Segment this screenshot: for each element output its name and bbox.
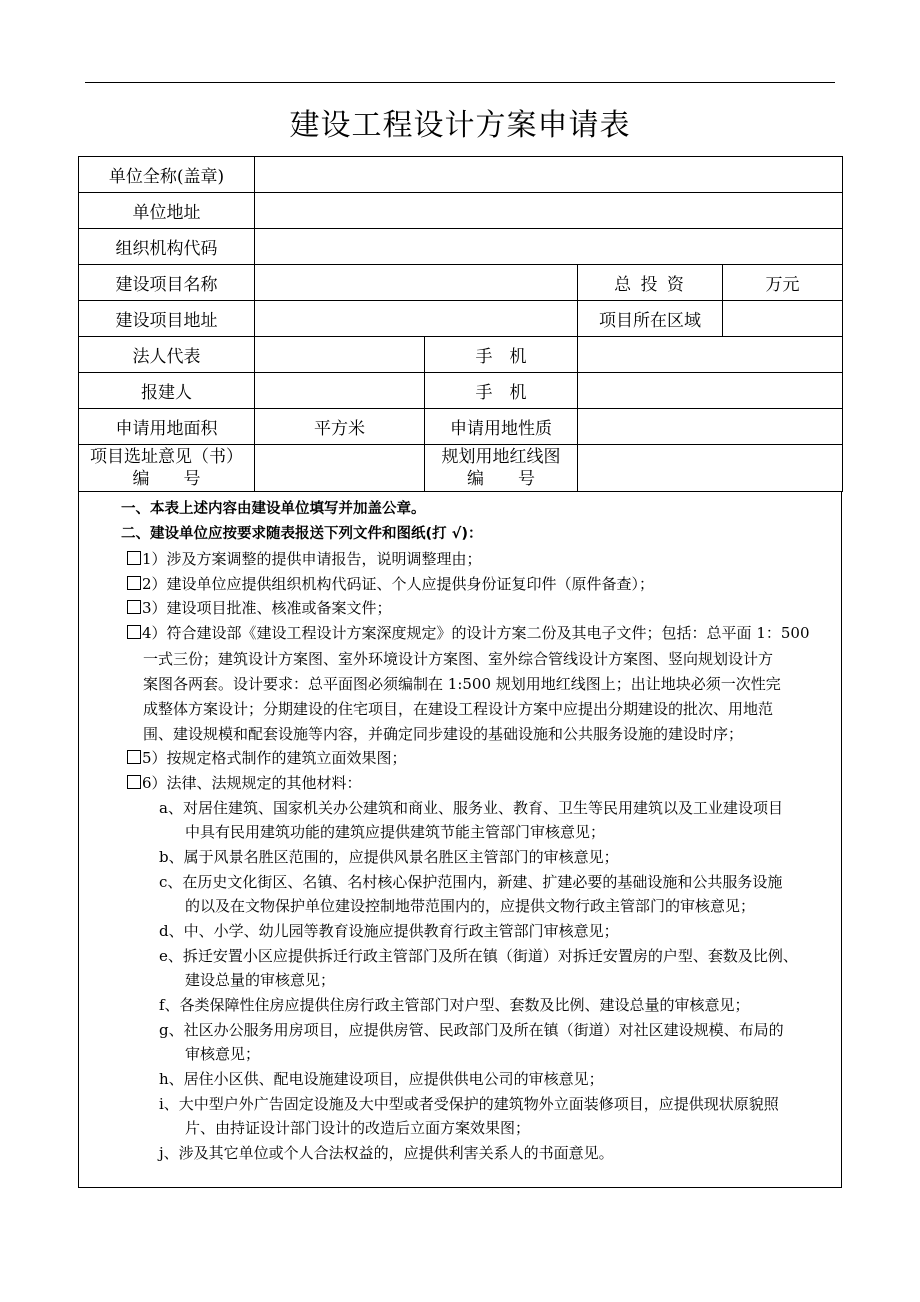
sub-item-a-line-2: 中具有民用建筑功能的建筑应提供建筑节能主管部门审核意见； [185, 823, 606, 841]
label-total-investment: 总 投 资 [578, 265, 723, 301]
field-redline[interactable] [578, 445, 843, 492]
label-project-address: 建设项目地址 [79, 301, 255, 337]
label-project-region: 项目所在区域 [578, 301, 723, 337]
checklist-item-4-line-3: 案图各两套。设计要求：总平面图必须编制在 1:500 规划用地红线图上；出让地块必须一次性完 [143, 675, 781, 693]
sub-item-e-line-2: 建设总量的审核意见； [185, 971, 336, 989]
checkbox-4[interactable] [127, 625, 141, 639]
field-unit-name[interactable] [255, 157, 843, 193]
checklist-item-5: 5）按规定格式制作的建筑立面效果图； [127, 746, 889, 770]
sub-item-g: g、社区办公服务用房项目，应提供房管、民政部门及所在镇（街道）对社区建设规模、布局的 [159, 1021, 784, 1039]
checklist-item-2: 2）建设单位应提供组织机构代码证、个人应提供身份证复印件（原件备查）； [127, 572, 889, 596]
application-form-table [78, 156, 843, 492]
label-unit-address: 单位地址 [79, 193, 255, 229]
field-applicant[interactable] [255, 373, 425, 409]
row-project-address [79, 301, 843, 337]
row-org-code [79, 229, 843, 265]
row-applicant [79, 373, 843, 409]
label-land-area: 申请用地面积 [79, 409, 255, 445]
checkbox-5[interactable] [127, 750, 141, 764]
field-project-name[interactable] [255, 265, 578, 301]
field-org-code[interactable] [255, 229, 843, 265]
sub-item-h: h、居住小区供、配电设施建设项目，应提供供电公司的审核意见； [159, 1070, 604, 1088]
note-1: 一、本表上述内容由建设单位填写并加盖公章。 [121, 501, 426, 517]
label-site-opinion [79, 445, 255, 492]
field-site-opinion[interactable] [255, 445, 425, 492]
sub-item-c-line-2: 的以及在文物保护单位建设控制地带范围内的，应提供文物行政主管部门的审核意见； [185, 897, 756, 915]
label-project-name: 建设项目名称 [79, 265, 255, 301]
label-land-nature: 申请用地性质 [425, 409, 578, 445]
redline-line-1: 规划用地红线图 [441, 447, 561, 467]
site-opinion-line-1: 项目选址意见（书） [90, 447, 243, 467]
checklist-item-4-line-5: 围、建设规模和配套设施等内容，并确定同步建设的基础设施和公共服务设施的建设时序； [143, 725, 744, 743]
row-land-area [79, 409, 843, 445]
label-applicant: 报建人 [79, 373, 255, 409]
checklist-item-4-line-2: 一式三份；建筑设计方案图、室外环境设计方案图、室外综合管线设计方案图、竖向规划设计方 [143, 650, 774, 668]
field-mobile-1[interactable] [578, 337, 843, 373]
sub-item-b: b、属于风景名胜区范围的，应提供风景名胜区主管部门的审核意见； [159, 848, 619, 866]
sub-item-i: i、大中型户外广告固定设施及大中型或者受保护的建筑物外立面装修项目，应提供现状原貌照 [159, 1095, 779, 1113]
sub-item-e: e、拆迁安置小区应提供拆迁行政主管部门及所在镇（街道）对拆迁安置房的户型、套数及比例、 [159, 947, 798, 965]
site-opinion-line-2: 编 号 [132, 469, 201, 489]
field-project-region[interactable] [723, 301, 843, 337]
sub-item-i-line-2: 片、由持证设计部门设计的改造后立面方案效果图； [185, 1119, 531, 1137]
redline-line-2: 编 号 [467, 469, 535, 489]
label-org-code: 组织机构代码 [79, 229, 255, 265]
label-unit-name: 单位全称(盖章) [79, 157, 255, 193]
checkbox-3[interactable] [127, 600, 141, 614]
checkbox-6[interactable] [127, 775, 141, 789]
row-project-name [79, 265, 843, 301]
sub-item-d: d、中、小学、幼儿园等教育设施应提供教育行政主管部门审核意见； [159, 922, 619, 940]
field-total-investment[interactable]: 万元 [723, 265, 843, 301]
checkbox-2[interactable] [127, 576, 141, 590]
field-land-area[interactable]: 平方米 [255, 409, 425, 445]
row-site-opinion [79, 445, 843, 492]
field-land-nature[interactable] [578, 409, 843, 445]
checklist-item-3: 3）建设项目批准、核准或备案文件； [127, 596, 889, 620]
field-unit-address[interactable] [255, 193, 843, 229]
checklist-item-1: 1）涉及方案调整的提供申请报告，说明调整理由； [127, 547, 889, 571]
page-title: 建设工程设计方案申请表 [289, 108, 631, 143]
label-redline [425, 445, 578, 492]
sub-item-g-line-2: 审核意见； [185, 1045, 261, 1063]
label-mobile-1: 手 机 [425, 337, 578, 373]
checklist-item-6: 6）法律、法规规定的其他材料： [127, 771, 889, 795]
note-2: 二、建设单位应按要求随表报送下列文件和图纸(打 √)： [121, 526, 483, 542]
field-mobile-2[interactable] [578, 373, 843, 409]
field-legal-rep[interactable] [255, 337, 425, 373]
sub-item-f: f、各类保障性住房应提供住房行政主管部门对户型、套数及比例、建设总量的审核意见； [159, 996, 750, 1014]
checklist-item-4: 4）符合建设部《建设工程设计方案深度规定》的设计方案二份及其电子文件；包括：总平面 1：500 [127, 621, 889, 645]
row-legal-rep [79, 337, 843, 373]
sub-item-j: j、涉及其它单位或个人合法权益的，应提供利害关系人的书面意见。 [159, 1144, 614, 1162]
field-project-address[interactable] [255, 301, 578, 337]
notes-section [78, 492, 842, 1188]
checklist-item-4-line-4: 成整体方案设计；分期建设的住宅项目，在建设工程设计方案中应提出分期建设的批次、用地范 [143, 700, 774, 718]
sub-item-c: c、在历史文化街区、名镇、名村核心保护范围内，新建、扩建必要的基础设施和公共服务设施 [159, 873, 783, 891]
sub-item-a: a、对居住建筑、国家机关办公建筑和商业、服务业、教育、卫生等民用建筑以及工业建设项目 [159, 799, 783, 817]
top-rule [85, 82, 835, 83]
row-unit-address [79, 193, 843, 229]
checkbox-1[interactable] [127, 551, 141, 565]
row-unit-name [79, 157, 843, 193]
label-legal-rep: 法人代表 [79, 337, 255, 373]
label-mobile-2: 手 机 [425, 373, 578, 409]
